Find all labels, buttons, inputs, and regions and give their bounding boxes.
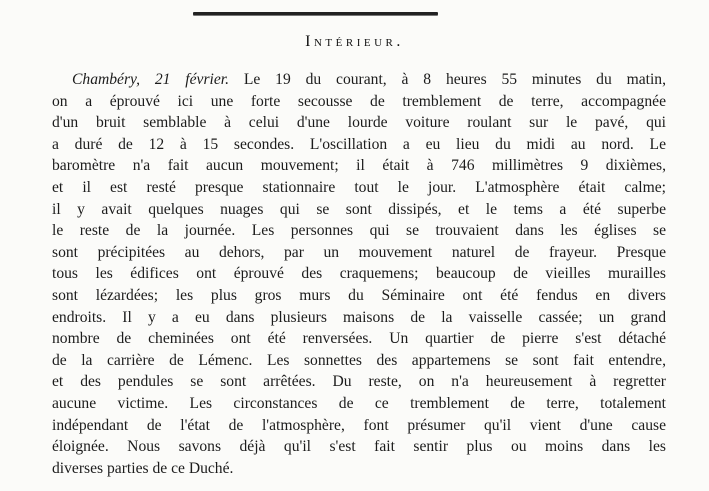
article-line-text: Le 19 du courant, à 8 heures 55 minutes du matin, [243,71,666,88]
article-line-7: il y avait quelques nuages qui se sont dissipés, et le tems a été superbe [52,200,666,218]
article-body [52,69,666,479]
article-line-19: diverses parties de ce Duché. [52,459,234,477]
article-line-11: sont lézardées; les plus gros murs du Séminaire ont été fendus en divers [52,286,666,304]
dateline: Chambéry, 21 février. [72,71,230,88]
article-line-5: baromètre n'a fait aucun mouvement; il était à 746 millimètres 9 dixièmes, [52,157,666,175]
article-line-14: de la carrière de Lémenc. Les sonnettes des appartemens se sont fait entendre, [52,351,666,369]
article-line-9: sont précipitées au dehors, par un mouvement naturel de frayeur. Presque [52,243,666,261]
article-line-8: le reste de la journée. Les personnes qui se trouvaient dans les églises se [52,222,666,240]
article-line-4: a duré de 12 à 15 secondes. L'oscillation a eu lieu du midi au nord. Le [52,135,666,153]
article-line-12: endroits. Il y a eu dans plusieurs maisons de la vaisselle cassée; un grand [52,308,666,326]
article-line-3: d'un bruit semblable à celui d'une lourde voiture roulant sur le pavé, qui [52,114,666,132]
article-line-16: aucune victime. Les circonstances de ce tremblement de terre, totalement [52,394,666,412]
article-line-18: éloignée. Nous savons déjà qu'il s'est fait sentir plus ou moins dans les [52,438,666,456]
article-line-2: on a éprouvé ici une forte secousse de tremblement de terre, accompagnée [52,92,666,110]
article-line-13: nombre de cheminées ont été renversées. Un quartier de pierre s'est détaché [52,330,666,348]
article-line-17: indépendant de l'état de l'atmosphère, font présumer qu'il vient d'une cause [52,416,666,434]
section-heading: Intérieur. [305,33,404,50]
article-line-10: tous les édifices ont éprouvé des craquemens; beaucoup de vieilles murailles [52,265,666,283]
article-line-1 [52,69,666,91]
top-rule [193,12,438,15]
article-line-6: et il est resté presque stationnaire tout le jour. L'atmosphère était calme; [52,178,666,196]
article-line-15: et des pendules se sont arrêtées. Du reste, on n'a heureusement à regretter [52,373,666,391]
